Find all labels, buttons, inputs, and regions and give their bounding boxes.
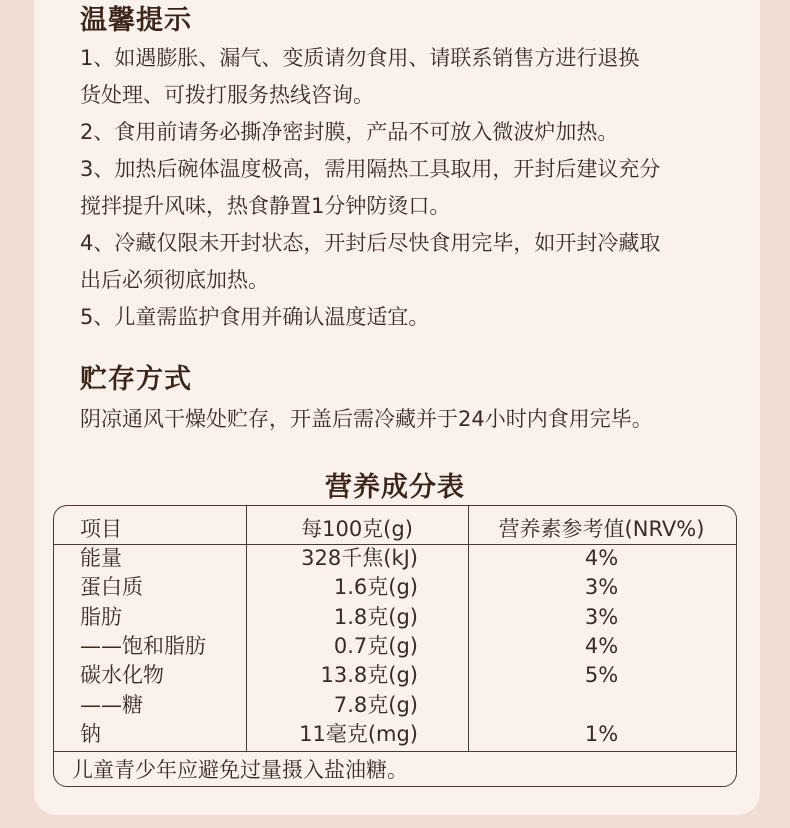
row-per100: 328千焦(kJ) — [301, 546, 418, 570]
row-per100: 1.8克(g) — [333, 605, 418, 629]
row-item: ——糖 — [80, 693, 143, 717]
table-divider — [54, 751, 736, 752]
storage-heading: 贮存方式 — [80, 364, 192, 395]
tips-list — [80, 40, 760, 336]
row-item: 碳水化物 — [80, 663, 164, 687]
row-per100: 7.8克(g) — [333, 693, 418, 717]
row-nrv: 1% — [584, 722, 619, 746]
tips-line: 4、冷藏仅限未开封状态，开封后尽快食用完毕，如开封冷藏取 — [80, 231, 661, 255]
tips-line: 搅拌提升风味，热食静置1分钟防烫口。 — [80, 194, 451, 218]
nutrition-table — [53, 505, 737, 787]
header-item: 项目 — [80, 517, 122, 541]
row-per100: 1.6克(g) — [333, 575, 418, 599]
row-item: 钠 — [80, 722, 101, 746]
tips-line: 货处理、可拨打服务热线咨询。 — [80, 83, 374, 107]
header-per100: 每100克(g) — [301, 517, 413, 541]
row-nrv: 4% — [584, 546, 619, 570]
table-footnote: 儿童青少年应避免过量摄入盐油糖。 — [72, 758, 408, 782]
row-per100: 13.8克(g) — [320, 663, 418, 687]
row-per100: 11毫克(mg) — [299, 722, 418, 746]
row-item: ——饱和脂肪 — [80, 634, 206, 658]
header-nrv: 营养素参考值(NRV%) — [498, 517, 705, 541]
tips-line: 出后必须彻底加热。 — [80, 268, 269, 292]
tips-line: 2、食用前请务必撕净密封膜，产品不可放入微波炉加热。 — [80, 120, 619, 144]
tips-line: 5、儿童需监护食用并确认温度适宜。 — [80, 305, 430, 329]
row-nrv: 4% — [584, 634, 619, 658]
row-item: 脂肪 — [80, 605, 122, 629]
row-per100: 0.7克(g) — [333, 634, 418, 658]
tips-heading: 温馨提示 — [80, 5, 192, 36]
nutrition-title: 营养成分表 — [325, 472, 465, 503]
row-item: 能量 — [80, 546, 122, 570]
row-nrv: 5% — [584, 663, 619, 687]
tips-line: 1、如遇膨胀、漏气、变质请勿食用、请联系销售方进行退换 — [80, 46, 640, 70]
row-nrv: 3% — [584, 575, 619, 599]
tips-line: 3、加热后碗体温度极高，需用隔热工具取用，开封后建议充分 — [80, 157, 661, 181]
row-item: 蛋白质 — [80, 575, 143, 599]
storage-text: 阴凉通风干燥处贮存，开盖后需冷藏并于24小时内食用完毕。 — [80, 407, 653, 431]
row-nrv: 3% — [584, 605, 619, 629]
